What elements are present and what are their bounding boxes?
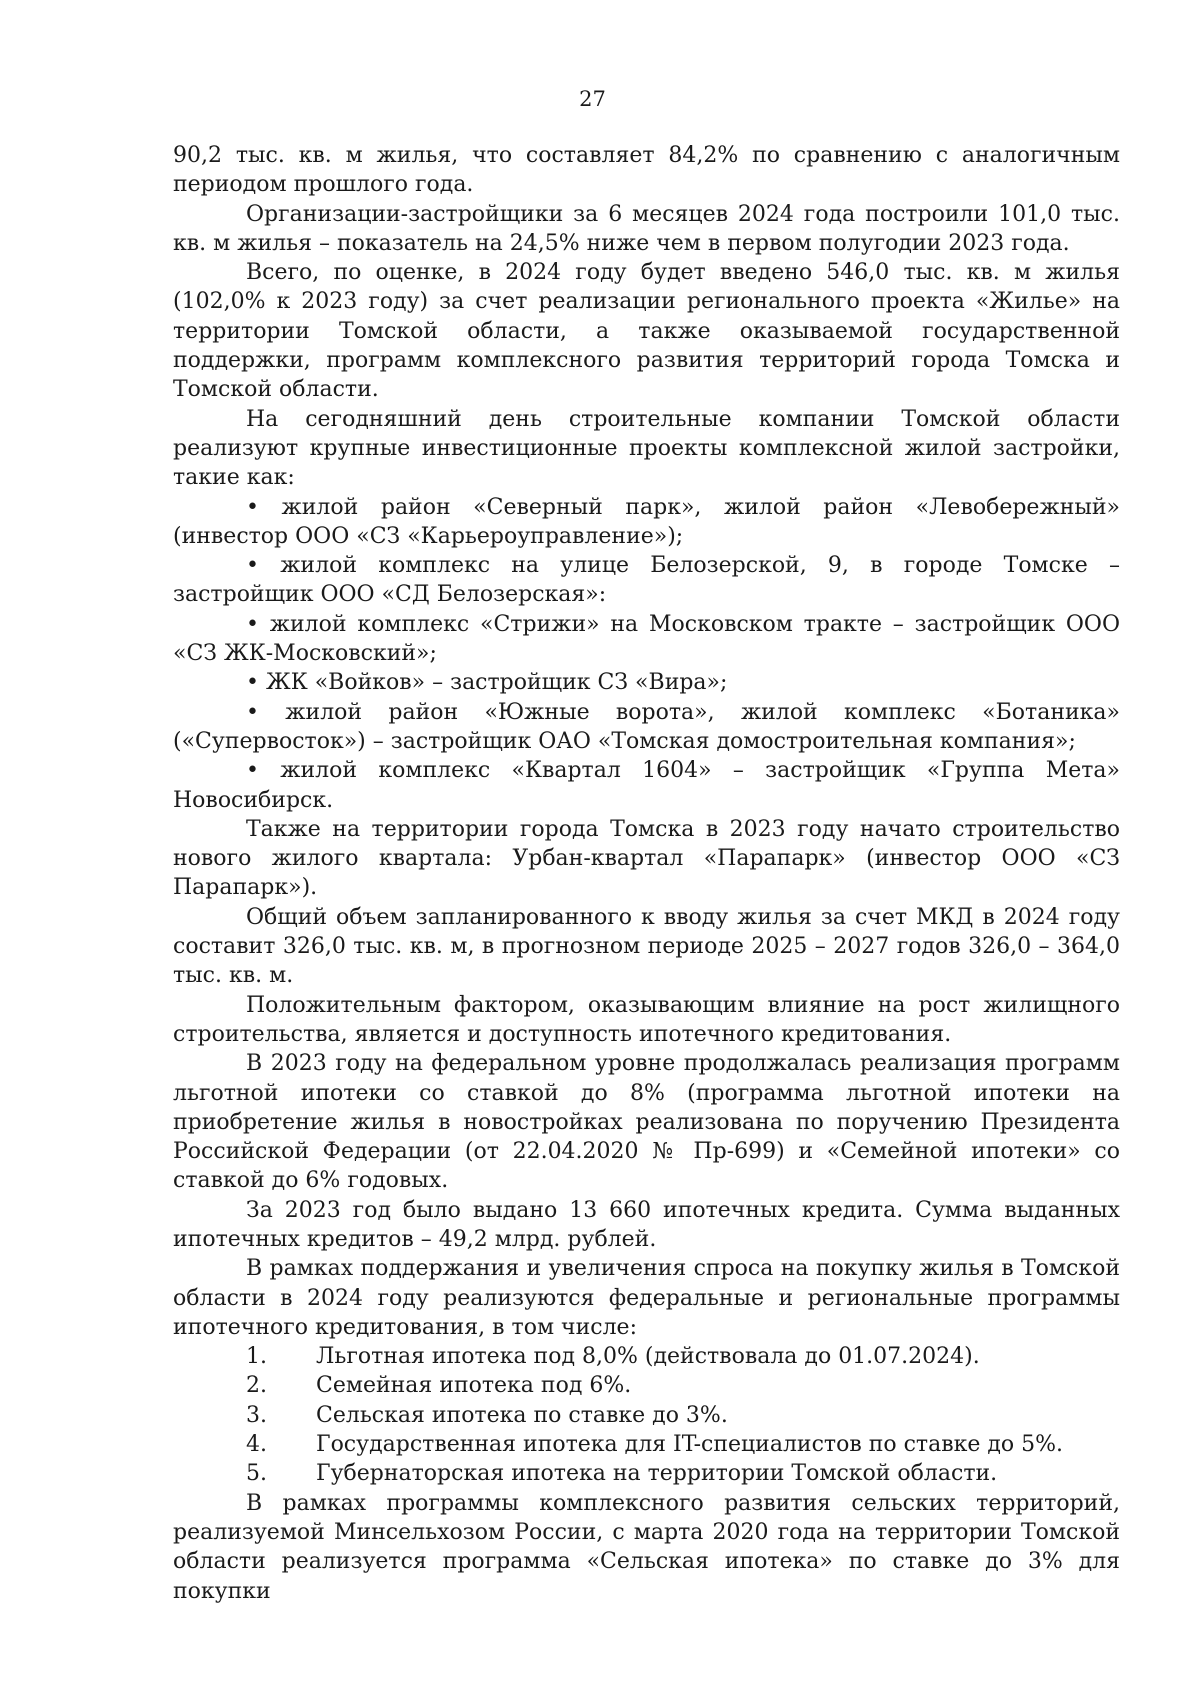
paragraph: 90,2 тыс. кв. м жилья, что составляет 84,2% по сравнению с аналогичным периодом прошлого года.: [173, 143, 1120, 198]
paragraph: В 2023 году на федеральном уровне продолжалась реализация программ льготной ипотеки со ставкой до 8% (программа льготной ипотеки на приобретение жилья в новостройках реализована по поручению Президента Российской Федерации (от 22.04.2020 № Пр-699) и «Семейной ипотеки» со ставкой до 6% годовых.: [173, 1051, 1120, 1194]
list-text: Льготная ипотека под 8,0% (действовала до 01.07.2024).: [316, 1344, 980, 1370]
bullet-item: • жилой район «Северный парк», жилой район «Левобережный» (инвестор ООО «СЗ «Карьероуправление»);: [173, 494, 1120, 549]
list-text: Государственная ипотека для IT-специалистов по ставке до 5%.: [316, 1432, 1064, 1458]
list-text: Сельская ипотека по ставке до 3%.: [316, 1402, 728, 1428]
paragraph: Также на территории города Томска в 2023 году начато строительство нового жилого квартала: Урбан-квартал «Парапарк» (инвестор ООО «СЗ Парапарк»).: [173, 816, 1120, 901]
list-number: 4.: [246, 1432, 267, 1458]
page-number: 27: [579, 87, 606, 111]
numbered-list-item: [173, 1371, 1120, 1400]
paragraph: За 2023 год было выдано 13 660 ипотечных кредита. Сумма выданных ипотечных кредитов – 49,2 млрд. рублей.: [173, 1197, 1120, 1252]
list-text: Семейная ипотека под 6%.: [316, 1373, 632, 1399]
paragraph: В рамках поддержания и увеличения спроса на покупку жилья в Томской области в 2024 году реализуются федеральные и региональные программы ипотечного кредитования, в том числе:: [173, 1256, 1120, 1340]
list-number: 1.: [246, 1344, 267, 1370]
numbered-list-item: [173, 1342, 1120, 1371]
text-body: [173, 141, 1120, 1606]
bullet-item: • ЖК «Войков» – застройщик СЗ «Вира»;: [246, 670, 728, 696]
paragraph: Организации-застройщики за 6 месяцев 2024 года построили 101,0 тыс. кв. м жилья – показатель на 24,5% ниже чем в первом полугодии 2023 года.: [173, 201, 1120, 256]
paragraph: В рамках программы комплексного развития сельских территорий, реализуемой Минсельхозом России, с марта 2020 года на территории Томской области реализуется программа «Сельская ипотека» по ставке до 3% для покупки: [173, 1490, 1120, 1604]
list-number: 5.: [246, 1461, 267, 1487]
bullet-item: • жилой комплекс «Квартал 1604» – застройщик «Группа Мета» Новосибирск.: [173, 758, 1120, 813]
bullet-item: • жилой район «Южные ворота», жилой комплекс «Ботаника» («Супервосток») – застройщик ОАО «Томская домостроительная компания»;: [173, 699, 1120, 754]
paragraph: Всего, по оценке, в 2024 году будет введено 546,0 тыс. кв. м жилья (102,0% к 2023 году) за счет реализации регионального проекта «Жилье» на территории Томской области, а также оказываемой государственной поддержки, программ комплексного развития территорий города Томска и Томской области.: [173, 260, 1120, 403]
list-text: Губернаторская ипотека на территории Томской области.: [316, 1461, 998, 1487]
bullet-item: • жилой комплекс на улице Белозерской, 9, в городе Томске – застройщик ООО «СД Белозерская»:: [173, 553, 1120, 608]
numbered-list-item: [173, 1459, 1120, 1488]
numbered-list-item: [173, 1401, 1120, 1430]
list-number: 2.: [246, 1373, 267, 1399]
paragraph: Положительным фактором, оказывающим влияние на рост жилищного строительства, является и доступность ипотечного кредитования.: [173, 992, 1120, 1047]
paragraph: Общий объем запланированного к вводу жилья за счет МКД в 2024 году составит 326,0 тыс. кв. м, в прогнозном периоде 2025 – 2027 годов 326,0 – 364,0 тыс. кв. м.: [173, 904, 1120, 989]
paragraph: На сегодняшний день строительные компании Томской области реализуют крупные инвестиционные проекты комплексной жилой застройки, такие как:: [173, 406, 1120, 491]
list-number: 3.: [246, 1402, 267, 1428]
numbered-list-item: [173, 1430, 1120, 1459]
bullet-item: • жилой комплекс «Стрижи» на Московском тракте – застройщик ООО «СЗ ЖК-Московский»;: [173, 611, 1120, 667]
